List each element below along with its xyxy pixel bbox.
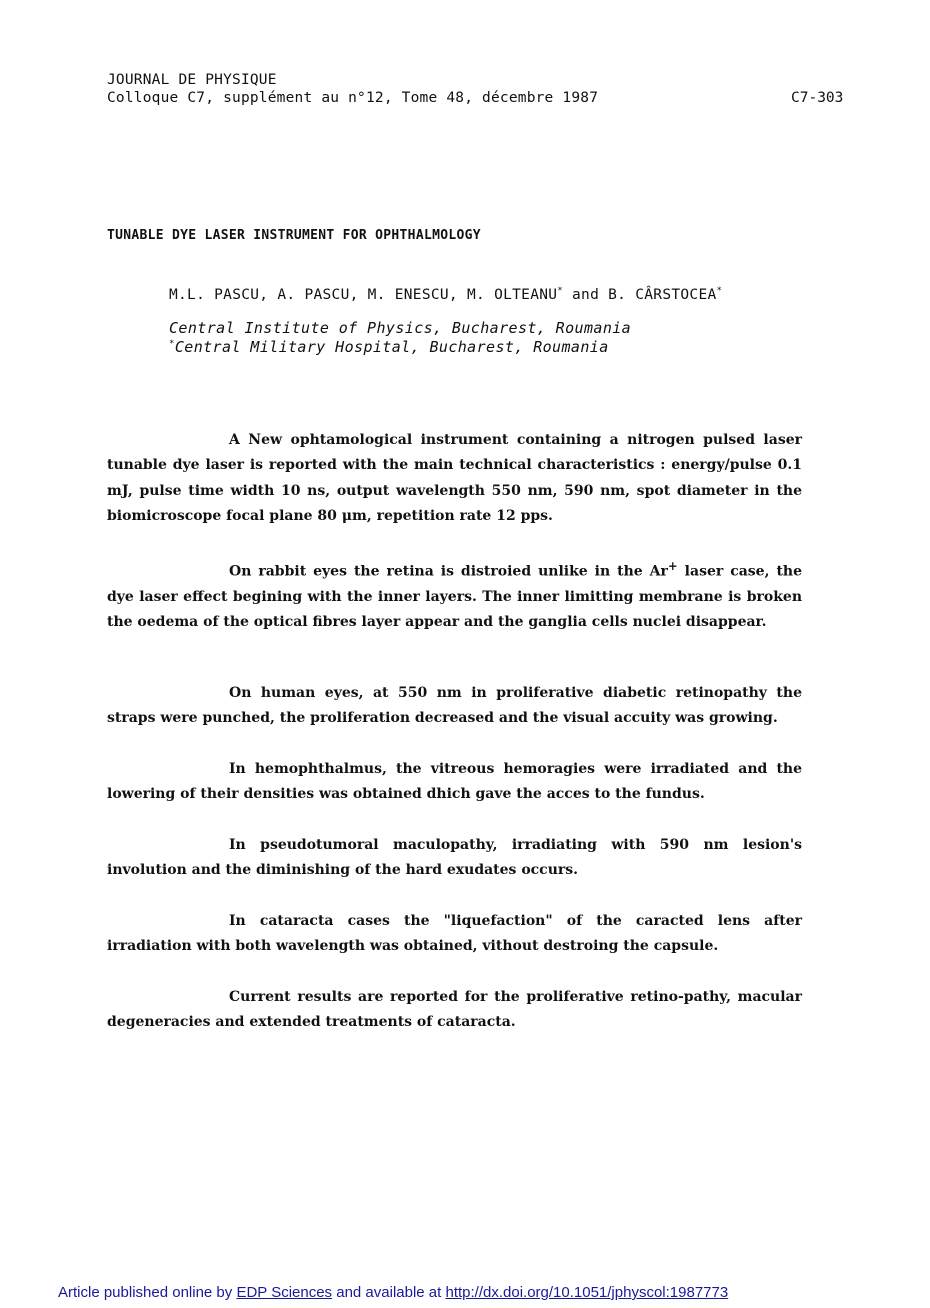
affiliation-marker: * bbox=[716, 286, 723, 297]
journal-name: JOURNAL DE PHYSIQUE bbox=[107, 72, 277, 88]
paper-title: TUNABLE DYE LASER INSTRUMENT FOR OPHTHALMOLOGY bbox=[107, 228, 481, 243]
affiliation-secondary-text: Central Military Hospital, Bucharest, Roumania bbox=[174, 338, 609, 356]
footer-middle: and available at bbox=[332, 1284, 446, 1301]
publication-footer bbox=[58, 1284, 728, 1301]
abstract-paragraph: A New ophtamological instrument containing a nitrogen pulsed laser tunable dye laser is reported with the main technical characteristics : energy/pulse 0.1 mJ, pulse time width 10 ns, output wavelength 550 nm, 590 nm, spot diameter in the biomicroscope focal plane 80 μm, repetition rate 12 pps. bbox=[107, 432, 802, 524]
human-eyes-paragraph: On human eyes, at 550 nm in proliferative diabetic retinopathy the straps were punched, the proliferation decreased and the visual accuity was growing. bbox=[107, 685, 802, 727]
paragraph-text: laser case, the dye laser effect begining with the inner layers. The inner limitting membrane is broken the oedema of the optical fibres layer appear and the ganglia cells nuclei disappear. bbox=[107, 563, 802, 631]
affiliation-marker: * bbox=[169, 339, 175, 349]
publisher-link[interactable]: EDP Sciences bbox=[236, 1284, 333, 1301]
results-paragraph: Current results are reported for the proliferative retino-pathy, macular degeneracies and extended treatments of cataracta. bbox=[107, 989, 802, 1031]
rabbit-eyes-paragraph bbox=[107, 554, 802, 636]
authors-main: M.L. PASCU, A. PASCU, M. ENESCU, M. OLTEANU bbox=[169, 287, 558, 303]
affiliation-primary: Central Institute of Physics, Bucharest, Roumania bbox=[169, 319, 632, 337]
paragraph-text: On rabbit eyes the retina is distroied unlike in the Ar bbox=[229, 563, 668, 580]
authors-last: and B. CÂRSTOCEA bbox=[563, 287, 717, 303]
maculopathy-paragraph: In pseudotumoral maculopathy, irradiating with 590 nm lesion's involution and the diminishing of the hard exudates occurs. bbox=[107, 837, 802, 879]
page-number: C7-303 bbox=[791, 90, 844, 106]
doi-link[interactable]: http://dx.doi.org/10.1051/jphyscol:1987773 bbox=[445, 1284, 729, 1301]
ion-charge: + bbox=[667, 559, 678, 573]
colloque-info: Colloque C7, supplément au n°12, Tome 48, décembre 1987 bbox=[107, 90, 599, 106]
affiliation-marker: * bbox=[557, 286, 563, 297]
hemophthalmus-paragraph: In hemophthalmus, the vitreous hemoragies were irradiated and the lowering of their densities was obtained dhich gave the acces to the fundus. bbox=[107, 761, 802, 803]
cataracta-paragraph: In cataracta cases the "liquefaction" of the caracted lens after irradiation with both wavelength was obtained, vithout destroing the capsule. bbox=[107, 913, 802, 955]
author-list bbox=[169, 287, 722, 303]
affiliation-secondary bbox=[169, 338, 609, 356]
footer-prefix: Article published online by bbox=[58, 1284, 237, 1301]
